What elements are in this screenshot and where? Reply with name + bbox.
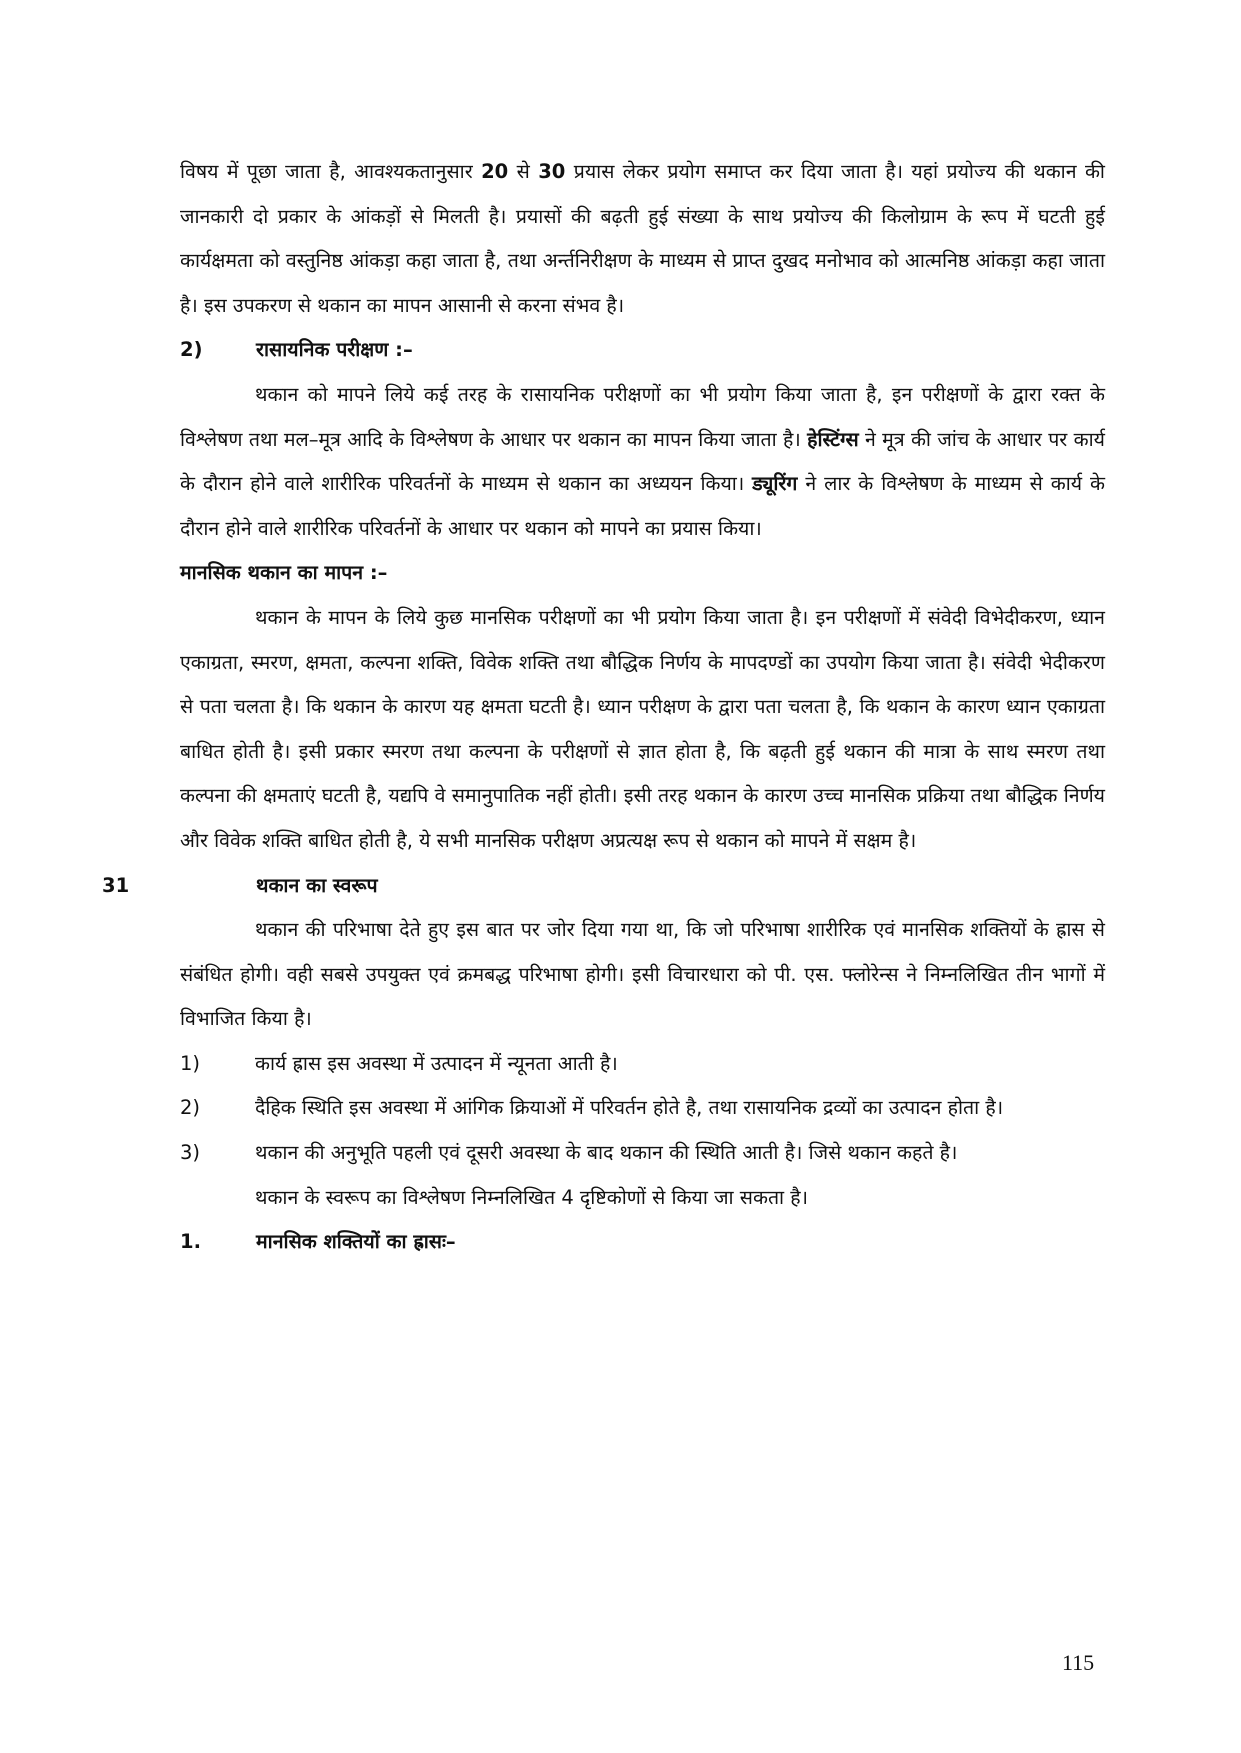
list-item: 2) दैहिक स्थिति इस अवस्था में आंगिक क्रियाओं में परिवर्तन होते है, तथा रासायनिक द्रव्यों का उत्पादन होता है।: [180, 1096, 1004, 1120]
name-hastings: हेस्टिंग्स: [807, 427, 859, 451]
page-number: 115: [1062, 1650, 1095, 1675]
heading-title: रासायनिक परीक्षण :–: [256, 338, 413, 362]
document-page: [102, 150, 1105, 1265]
paragraph-chemical-tests: थकान को मापने लिये कई तरह के रासायनिक परीक्षणों का भी प्रयोग किया जाता है, इन परीक्षणों के द्वारा रक्त के विश्लेषण तथा मल–मूत्र आदि के विश्लेषण के आधार पर थकान का मापन किया जाता है। हेस्टिंग्स ने मूत्र की जांच के आधार पर कार्य के दौरान होने वाले शारीरिक परिवर्तनों के माध्यम से थकान का अध्ययन किया। ड्यूरिंग ने लार के विश्लेषण के माध्यम से कार्य के दौरान होने वाले शारीरिक परिवर्तनों के आधार पर थकान को मापने का प्रयास किया।: [180, 382, 1105, 540]
list-item: 1) कार्य ह्रास इस अवस्था में उत्पादन में न्यूनता आती है।: [180, 1051, 618, 1075]
heading-title: मानसिक थकान का मापन :–: [180, 561, 388, 585]
heading-number: 1.: [180, 1230, 201, 1254]
paragraph-nature: थकान की परिभाषा देते हुए इस बात पर जोर दिया गया था, कि जो परिभाषा शारीरिक एवं मानसिक शक्तियों के ह्रास से संबंधित होगी। वही सबसे उपयुक्त एवं क्रमबद्ध परिभाषा होगी। इसी विचारधारा को पी. एस. फ्लोरेन्स ने निम्नलिखित तीन भागों में विभाजित किया है।: [180, 918, 1105, 1031]
heading-title: थकान का स्वरूप: [256, 873, 378, 897]
section-heading-chemical: [180, 328, 1105, 373]
paragraph-analysis: थकान के स्वरूप का विश्लेषण निम्नलिखित 4 दृष्टिकोणों से किया जा सकता है।: [255, 1185, 809, 1209]
section-heading-mental-measure: [180, 551, 1105, 596]
heading-number: 31: [102, 873, 130, 897]
section-heading-mental-decline: [180, 1220, 1105, 1265]
list-item: 3) थकान की अनुभूति पहली एवं दूसरी अवस्था के बाद थकान की स्थिति आती है। जिसे थकान कहते है।: [180, 1141, 958, 1165]
paragraph-mental-tests: थकान के मापन के लिये कुछ मानसिक परीक्षणों का भी प्रयोग किया जाता है। इन परीक्षणों में संवेदी विभेदीकरण, ध्यान एकाग्रता, स्मरण, क्षमता, कल्पना शक्ति, विवेक शक्ति तथा बौद्धिक निर्णय के मापदण्डों का उपयोग किया जाता है। संवेदी भेदीकरण से पता चलता है। कि थकान के कारण यह क्षमता घटती है। ध्यान परीक्षण के द्वारा पता चलता है, कि थकान के कारण ध्यान एकाग्रता बाधित होती है। इसी प्रकार स्मरण तथा कल्पना के परीक्षणों से ज्ञात होता है, कि बढ़ती हुई थकान की मात्रा के साथ स्मरण तथा कल्पना की क्षमताएं घटती है, यद्यपि वे समानुपातिक नहीं होती। इसी तरह थकान के कारण उच्च मानसिक प्रक्रिया तथा बौद्धिक निर्णय और विवेक शक्ति बाधित होती है, ये सभी मानसिक परीक्षण अप्रत्यक्ष रूप से थकान को मापने में सक्षम है।: [180, 605, 1105, 852]
section-heading-nature: [102, 864, 1105, 909]
name-during: ड्यूरिंग: [752, 472, 798, 496]
heading-title: मानसिक शक्तियों का ह्रासः–: [256, 1230, 456, 1254]
heading-number: 2): [180, 338, 203, 362]
paragraph-continued: विषय में पूछा जाता है, आवश्यकतानुसार 20 से 30 प्रयास लेकर प्रयोग समाप्त कर दिया जाता है। यहां प्रयोज्य की थकान की जानकारी दो प्रकार के आंकड़ों से मिलती है। प्रयासों की बढ़ती हुई संख्या के साथ प्रयोज्य की किलोग्राम के रूप में घटती हुई कार्यक्षमता को वस्तुनिष्ठ आंकड़ा कहा जाता है, तथा अर्न्तनिरीक्षण के माध्यम से प्राप्त दुखद मनोभाव को आत्मनिष्ठ आंकड़ा कहा जाता है। इस उपकरण से थकान का मापन आसानी से करना संभव है।: [180, 160, 1105, 317]
